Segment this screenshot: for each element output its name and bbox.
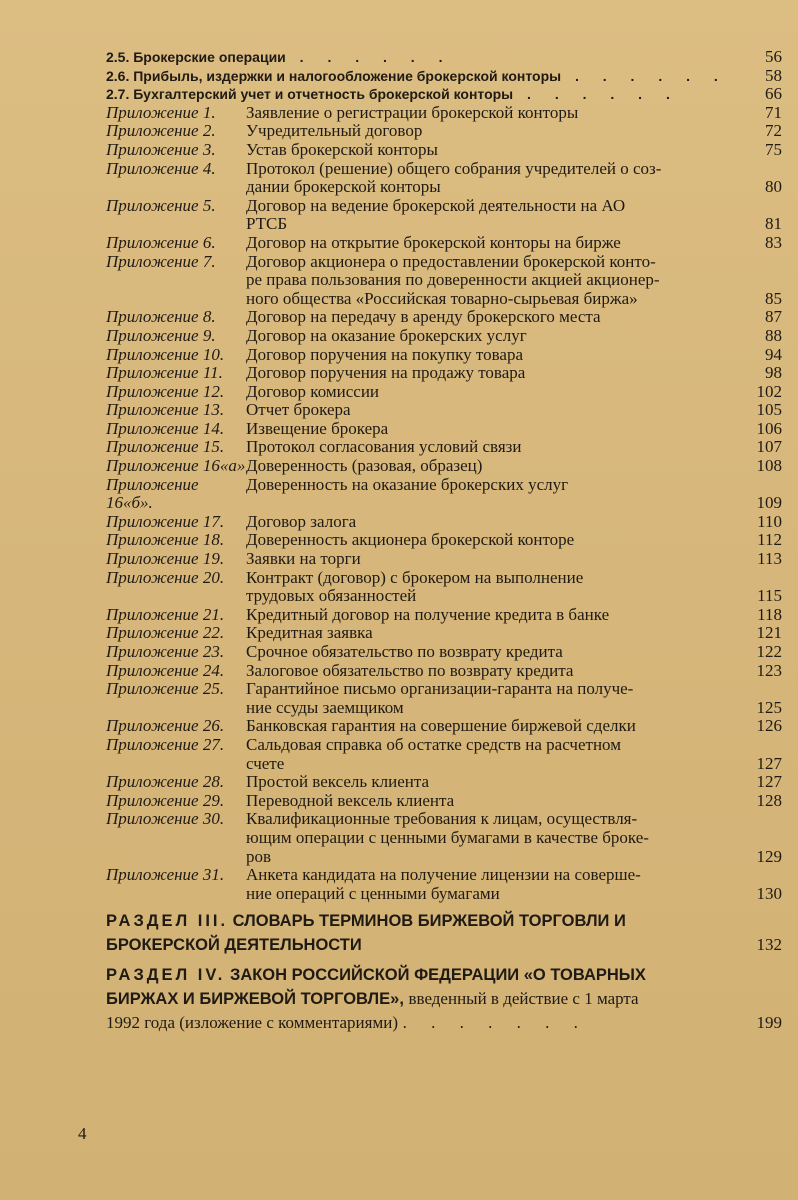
appendix-title-line: Залоговое обязательство по возврату кредита xyxy=(246,660,574,680)
toc-appendix-row xyxy=(106,773,782,792)
appendix-label: Приложение 6. xyxy=(106,232,216,252)
part-3-entry xyxy=(106,909,782,957)
appendix-title-line: Доверенность (разовая, образец) xyxy=(246,456,483,476)
appendix-title-line: Договор акционера о предоставлении брокерской конто- xyxy=(246,251,656,271)
appendix-title-line: ре права пользования по доверенности акцией акционер- xyxy=(246,270,660,290)
appendix-page: 105 xyxy=(756,400,782,420)
appendix-title-line: Заявки на торги xyxy=(246,549,361,569)
appendix-number: 12. xyxy=(202,381,225,401)
toc-appendix-row xyxy=(106,624,782,643)
appendix-label: Приложение 2. xyxy=(106,121,216,141)
part-4-line2-rest: введенный в действие с 1 марта xyxy=(408,989,639,1009)
appendix-title xyxy=(246,550,782,569)
appendix-page: 72 xyxy=(765,121,782,141)
appendix-title xyxy=(246,569,782,606)
appendix-title xyxy=(246,866,782,903)
appendix-number: 26. xyxy=(202,716,225,736)
toc-appendix-row xyxy=(106,457,782,476)
appendix-page: 94 xyxy=(765,344,782,364)
appendix-title-line: Кредитная заявка xyxy=(246,623,373,643)
toc-appendix-row xyxy=(106,438,782,457)
appendix-title-line: Протокол (решение) общего собрания учредителей о соз- xyxy=(246,158,662,178)
appendix-title-line: ние операций с ценными бумагами xyxy=(246,883,500,903)
appendix-title-line: Договор на оказание брокерских услуг xyxy=(246,325,527,345)
table-of-contents xyxy=(106,48,782,1035)
appendix-label: Приложение 9. xyxy=(106,325,216,345)
appendix-title-line: ного общества «Российская товарно-сырьевая биржа» xyxy=(246,288,638,308)
appendix-title xyxy=(246,792,782,811)
appendix-number: 25. xyxy=(202,679,225,699)
part-4-page: 199 xyxy=(756,1013,782,1033)
part-4-entry xyxy=(106,963,782,1035)
appendix-label: Приложение 18. xyxy=(106,530,225,550)
appendix-number: 14. xyxy=(202,418,225,438)
appendix-title-line: Банковская гарантия на совершение биржевой сделки xyxy=(246,716,636,736)
toc-appendix-row xyxy=(106,810,782,866)
appendix-label: Приложение 15. xyxy=(106,437,225,457)
appendix-title xyxy=(246,513,782,532)
toc-appendix-row xyxy=(106,476,782,513)
appendix-label: Приложение 29. xyxy=(106,790,225,810)
appendix-number: 4. xyxy=(202,158,216,178)
appendix-title-line: Срочное обязательство по возврату кредита xyxy=(246,642,563,661)
appendix-title xyxy=(246,234,782,253)
appendix-title-line: Кредитный договор на получение кредита в банке xyxy=(246,604,610,624)
appendix-page: 130 xyxy=(756,883,782,903)
appendix-title xyxy=(246,457,782,476)
appendices-list xyxy=(106,104,782,904)
appendix-label: Приложение 16«б». xyxy=(106,474,199,513)
appendix-page: 125 xyxy=(756,697,782,717)
appendix-label: Приложение 20. xyxy=(106,567,225,587)
toc-appendix-row xyxy=(106,401,782,420)
appendix-page: 108 xyxy=(756,456,782,476)
appendix-number: 17. xyxy=(202,511,225,531)
toc-appendix-row xyxy=(106,364,782,383)
appendix-title-line: трудовых обязанностей xyxy=(246,586,417,606)
appendix-title xyxy=(246,327,782,346)
appendix-title-line: Договор на ведение брокерской деятельности на АО xyxy=(246,195,626,215)
appendix-page: 127 xyxy=(756,772,782,792)
appendix-title xyxy=(246,773,782,792)
appendix-label: Приложение 16«а» xyxy=(106,456,246,476)
appendix-page: 126 xyxy=(756,716,782,736)
appendix-number: 5. xyxy=(202,195,216,215)
toc-appendix-row xyxy=(106,308,782,327)
appendix-label: Приложение 10. xyxy=(106,344,225,364)
appendix-label: Приложение 27. xyxy=(106,734,225,754)
appendix-title xyxy=(246,253,782,309)
appendix-title-line: Доверенность акционера брокерской конторе xyxy=(246,530,575,550)
toc-appendix-row xyxy=(106,160,782,197)
toc-appendix-row xyxy=(106,792,782,811)
appendix-number: 13. xyxy=(202,400,225,420)
toc-appendix-row xyxy=(106,104,782,123)
appendix-page: 115 xyxy=(757,586,782,606)
appendix-number: 10. xyxy=(202,344,225,364)
appendix-title xyxy=(246,662,782,681)
toc-appendix-row xyxy=(106,531,782,550)
appendix-page: 113 xyxy=(757,549,782,569)
appendix-title-line: Договор на передачу в аренду брокерского места xyxy=(246,307,601,327)
appendix-page: 98 xyxy=(765,363,782,383)
appendix-number: 20. xyxy=(202,567,225,587)
appendix-label: Приложение 14. xyxy=(106,418,225,438)
appendix-page: 109 xyxy=(756,493,782,513)
appendix-title-line: Договор залога xyxy=(246,511,357,531)
part-3-label: РАЗДЕЛ III. xyxy=(106,912,229,931)
appendix-title-line: Доверенность на оказание брокерских услуг xyxy=(246,474,569,494)
part-4-label: РАЗДЕЛ IV. xyxy=(106,966,226,985)
appendix-title-line: Анкета кандидата на получение лицензии на соверше- xyxy=(246,865,641,885)
toc-appendix-row xyxy=(106,346,782,365)
appendix-title-line: Контракт (договор) с брокером на выполнение xyxy=(246,567,584,587)
toc-appendix-row xyxy=(106,383,782,402)
appendix-label: Приложение 28. xyxy=(106,772,225,792)
part-4-line1: ЗАКОН РОССИЙСКОЙ ФЕДЕРАЦИИ «О ТОВАРНЫХ xyxy=(229,966,646,985)
appendix-title-line: Переводной вексель клиента xyxy=(246,790,455,810)
part-3-title xyxy=(106,909,782,957)
appendix-page: 80 xyxy=(765,177,782,197)
toc-appendix-row xyxy=(106,606,782,625)
section-title: 2.7. Бухгалтерский учет и отчетность брокерской конторы xyxy=(106,86,514,103)
appendix-label: Приложение 3. xyxy=(106,139,216,159)
appendix-title-line: Протокол согласования условий связи xyxy=(246,437,522,457)
appendix-number: 1. xyxy=(202,102,216,122)
toc-appendix-row xyxy=(106,122,782,141)
appendix-label: Приложение 12. xyxy=(106,381,225,401)
appendix-number: 7. xyxy=(202,251,216,271)
appendix-title-line: Учредительный договор xyxy=(246,121,423,141)
appendix-title-line: Простой вексель клиента xyxy=(246,772,430,792)
appendix-label: Приложение 4. xyxy=(106,158,216,178)
toc-appendix-row xyxy=(106,550,782,569)
appendix-title xyxy=(246,643,782,662)
toc-appendix-row xyxy=(106,141,782,160)
appendix-title-line: Квалификационные требования к лицам, осуществля- xyxy=(246,809,638,829)
section-title: 2.5. Брокерские операции xyxy=(106,49,286,65)
appendix-page: 127 xyxy=(756,753,782,773)
appendix-number: 16«б». xyxy=(106,493,153,513)
appendix-title-line: ние ссуды заемщиком xyxy=(246,697,404,717)
appendix-title-line: Заявление о регистрации брокерской конторы xyxy=(246,102,579,122)
appendix-title xyxy=(246,736,782,773)
appendix-title-line: Извещение брокера xyxy=(246,418,389,438)
page-number: 4 xyxy=(78,1124,87,1143)
appendix-number: 6. xyxy=(202,232,216,252)
appendix-title xyxy=(246,531,782,550)
appendix-page: 107 xyxy=(756,437,782,457)
appendix-title xyxy=(246,624,782,643)
appendix-number: 30. xyxy=(202,809,225,829)
appendix-page: 110 xyxy=(757,511,782,531)
appendix-label: Приложение 26. xyxy=(106,716,225,736)
appendix-number: 29. xyxy=(202,790,225,810)
appendix-label: Приложение 17. xyxy=(106,511,225,531)
appendix-label: Приложение 1. xyxy=(106,102,216,122)
part-3-line2: БРОКЕРСКОЙ ДЕЯТЕЛЬНОСТИ xyxy=(106,936,362,955)
appendix-title xyxy=(246,346,782,365)
appendix-title xyxy=(246,364,782,383)
toc-appendix-row xyxy=(106,717,782,736)
toc-appendix-row xyxy=(106,327,782,346)
appendix-label: Приложение 22. xyxy=(106,623,225,643)
appendix-label: Приложение 11. xyxy=(106,363,223,383)
appendix-title xyxy=(246,420,782,439)
appendix-title-line: Договор комиссии xyxy=(246,381,380,401)
appendix-title xyxy=(246,197,782,234)
appendix-title-line: счете xyxy=(246,753,285,773)
appendix-title xyxy=(246,383,782,402)
toc-appendix-row xyxy=(106,569,782,606)
appendix-page: 81 xyxy=(765,214,782,234)
toc-appendix-row xyxy=(106,234,782,253)
appendix-title-line: Гарантийное письмо организации-гаранта на получе- xyxy=(246,679,634,699)
appendix-page: 123 xyxy=(756,660,782,680)
appendix-page: 85 xyxy=(765,288,782,308)
appendix-number: 2. xyxy=(202,121,216,141)
appendix-number: 11. xyxy=(202,363,223,383)
appendix-title-line: Отчет брокера xyxy=(246,400,351,420)
appendix-title-line: Договор поручения на покупку товара xyxy=(246,344,524,364)
appendix-title-line: РТСБ xyxy=(246,214,288,234)
appendix-number: 21. xyxy=(202,604,225,624)
appendix-page: 118 xyxy=(757,604,782,624)
toc-section-row: 2.5. Брокерские операции . . . . . . 56 xyxy=(106,47,782,66)
appendix-page: 112 xyxy=(757,530,782,550)
appendix-page: 75 xyxy=(765,139,782,159)
appendix-title-line: Устав брокерской конторы xyxy=(246,139,438,159)
toc-section-row: 2.6. Прибыль, издержки и налогообложение брокерской конторы . . . . . . 58 xyxy=(106,65,782,85)
appendix-page: 88 xyxy=(765,325,782,345)
toc-appendix-row xyxy=(106,643,782,662)
appendix-title xyxy=(246,141,782,160)
toc-section-row: 2.7. Бухгалтерский учет и отчетность брокерской конторы . . . . . . 66 xyxy=(106,84,782,104)
appendix-number: 31. xyxy=(202,865,225,885)
toc-appendix-row xyxy=(106,680,782,717)
appendix-title-line: Договор на открытие брокерской конторы на бирже xyxy=(246,232,621,252)
appendix-title xyxy=(246,717,782,736)
part-4-line3: 1992 года (изложение с комментариями) xyxy=(106,1013,398,1033)
appendix-title xyxy=(246,606,782,625)
toc-appendix-row xyxy=(106,420,782,439)
appendix-number: 27. xyxy=(202,734,225,754)
appendix-title xyxy=(246,438,782,457)
appendix-label: Приложение 30. xyxy=(106,809,225,829)
appendix-number: 3. xyxy=(202,139,216,159)
appendix-number: 24. xyxy=(202,660,225,680)
appendix-page: 121 xyxy=(756,623,782,643)
appendix-label: Приложение 19. xyxy=(106,549,225,569)
appendix-number: 8. xyxy=(202,307,216,327)
section-page: 56 xyxy=(765,47,782,66)
part-4-line2: БИРЖАХ И БИРЖЕВОЙ ТОРГОВЛЕ», xyxy=(106,990,404,1009)
appendix-title xyxy=(246,104,782,123)
appendix-title-line: Договор поручения на продажу товара xyxy=(246,363,526,383)
appendix-label: Приложение 8. xyxy=(106,307,216,327)
section-title: 2.6. Прибыль, издержки и налогообложение брокерской конторы xyxy=(106,67,562,84)
appendix-page: 129 xyxy=(756,846,782,866)
appendix-page: 106 xyxy=(756,418,782,438)
appendix-label: Приложение 23. xyxy=(106,642,225,661)
appendix-page: 122 xyxy=(756,642,782,661)
appendix-number: 22. xyxy=(202,623,225,643)
part-4-title: РАЗДЕЛ IV. ЗАКОН РОССИЙСКОЙ ФЕДЕРАЦИИ «О ТОВАРНЫХ БИРЖАХ И БИРЖЕВОЙ ТОРГОВЛЕ», введенный в действие с 1 марта 1992 года (изложение с комментариями) . . . . . . . xyxy=(106,966,646,1033)
toc-appendix-row xyxy=(106,197,782,234)
appendix-title xyxy=(246,160,782,197)
appendix-title xyxy=(246,810,782,866)
appendix-number: 16«а» xyxy=(202,456,246,476)
appendix-title-line: ющим операции с ценными бумагами в качестве броке- xyxy=(246,827,649,847)
appendix-label: Приложение 5. xyxy=(106,195,216,215)
section-page: 58 xyxy=(765,65,782,85)
toc-appendix-row xyxy=(106,736,782,773)
toc-appendix-row xyxy=(106,662,782,681)
appendix-page: 128 xyxy=(756,790,782,810)
appendix-label: Приложение 31. xyxy=(106,865,225,885)
appendix-title-line: дании брокерской конторы xyxy=(246,177,441,197)
sections-list xyxy=(106,48,782,104)
appendix-number: 23. xyxy=(202,642,225,661)
appendix-number: 19. xyxy=(202,549,225,569)
toc-appendix-row xyxy=(106,866,782,903)
appendix-title xyxy=(246,476,782,513)
appendix-label: Приложение 13. xyxy=(106,400,225,420)
appendix-page: 102 xyxy=(756,381,782,401)
appendix-title xyxy=(246,122,782,141)
appendix-number: 9. xyxy=(202,325,216,345)
toc-appendix-row xyxy=(106,513,782,532)
appendix-number: 15. xyxy=(202,437,225,457)
appendix-page: 71 xyxy=(765,102,782,122)
section-page: 66 xyxy=(765,84,782,104)
appendix-label: Приложение 21. xyxy=(106,604,225,624)
appendix-title xyxy=(246,308,782,327)
appendix-title xyxy=(246,680,782,717)
toc-appendix-row xyxy=(106,253,782,309)
appendix-title-line: Сальдовая справка об остатке средств на расчетном xyxy=(246,734,621,754)
appendix-title-line: ров xyxy=(246,846,272,866)
appendix-number: 18. xyxy=(202,530,225,550)
appendix-label: Приложение 24. xyxy=(106,660,225,680)
appendix-page: 87 xyxy=(765,307,782,327)
appendix-page: 83 xyxy=(765,232,782,252)
appendix-label: Приложение 7. xyxy=(106,251,216,271)
part-3-line1: СЛОВАРЬ ТЕРМИНОВ БИРЖЕВОЙ ТОРГОВЛИ И xyxy=(232,912,626,931)
appendix-label: Приложение 25. xyxy=(106,679,225,699)
appendix-number: 28. xyxy=(202,772,225,792)
appendix-title xyxy=(246,401,782,420)
part-3-page: 132 xyxy=(756,935,782,955)
